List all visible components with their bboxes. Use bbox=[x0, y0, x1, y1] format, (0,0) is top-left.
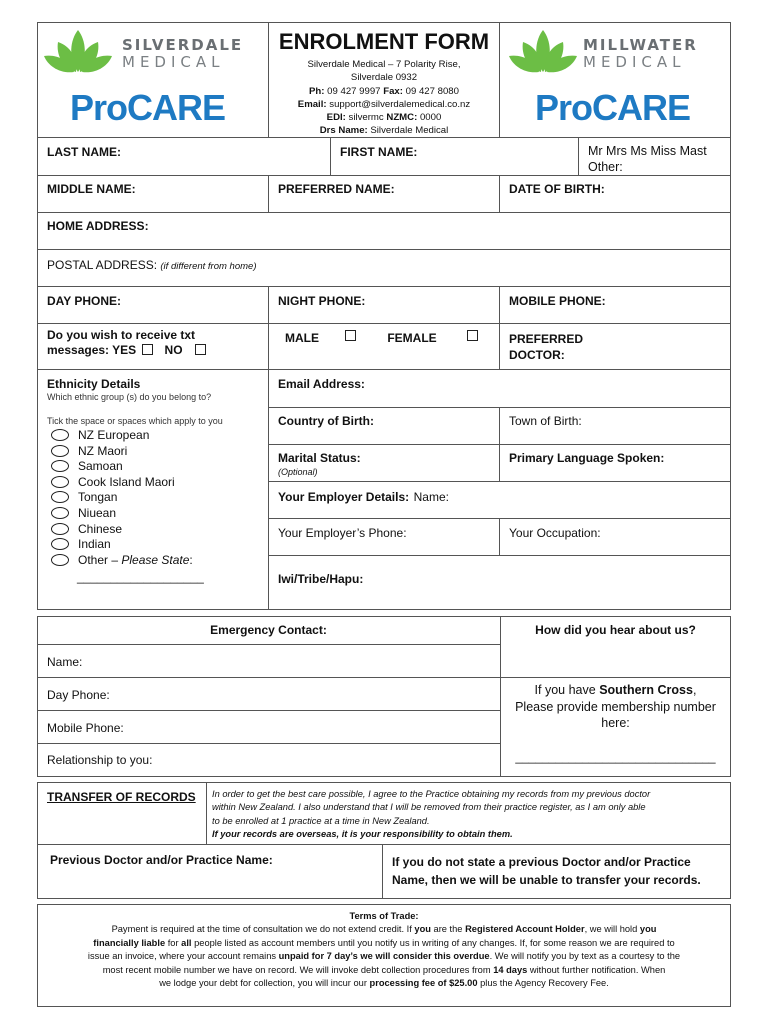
emergency-contact-title: Emergency Contact: bbox=[210, 623, 327, 637]
employer-details-field[interactable] bbox=[278, 488, 449, 506]
previous-doctor-field[interactable]: Previous Doctor and/or Practice Name: bbox=[50, 853, 273, 867]
ethnicity-radio[interactable] bbox=[51, 538, 69, 550]
col-divider bbox=[206, 782, 207, 845]
middle-name-field[interactable]: MIDDLE NAME: bbox=[47, 182, 136, 196]
silverdale-logo bbox=[42, 28, 266, 76]
other-prefix: Other – bbox=[78, 552, 119, 567]
last-name-field[interactable]: LAST NAME: bbox=[47, 145, 121, 159]
ethnicity-option-label: Tongan bbox=[78, 490, 118, 505]
terms-text-span: . We will notify you by text as a courtesy to the bbox=[489, 951, 681, 962]
ethnicity-sub2: Tick the space or spaces which apply to you bbox=[47, 416, 223, 426]
terms-bold-span: financially liable bbox=[93, 937, 166, 948]
txt-no-checkbox[interactable] bbox=[195, 344, 206, 355]
ethnicity-sub1: Which ethnic group (s) do you belong to? bbox=[47, 392, 212, 402]
warning-line2: Name, then we will be unable to transfer your records. bbox=[392, 873, 701, 887]
terms-line2 bbox=[37, 937, 731, 950]
row-divider bbox=[37, 249, 731, 250]
fax-label: Fax: bbox=[383, 85, 403, 97]
leaf-icon bbox=[507, 28, 579, 74]
row-divider bbox=[37, 212, 731, 213]
ethnicity-option-label: Niuean bbox=[78, 505, 117, 520]
ethnicity-option[interactable] bbox=[51, 444, 193, 460]
occupation-field[interactable]: Your Occupation: bbox=[509, 526, 601, 540]
nzmc-label: NZMC: bbox=[386, 112, 418, 124]
transfer-line3: to be enrolled at 1 practice at a time in New Zealand. bbox=[212, 815, 430, 826]
email-address-field[interactable]: Email Address: bbox=[278, 377, 365, 391]
col-divider bbox=[330, 138, 331, 175]
terms-bold-span: Registered Account Holder bbox=[465, 924, 585, 935]
row-divider bbox=[37, 743, 500, 744]
day-phone-field[interactable]: DAY PHONE: bbox=[47, 294, 122, 308]
phone-fax bbox=[269, 85, 499, 98]
fax-value: 09 427 8080 bbox=[405, 85, 459, 97]
terms-text-span: are the bbox=[433, 924, 463, 935]
terms-text-span: for bbox=[167, 937, 179, 948]
ethnicity-radio[interactable] bbox=[51, 491, 69, 503]
transfer-text bbox=[212, 788, 650, 841]
sc-text-a: If you have bbox=[534, 683, 596, 697]
edi-line bbox=[269, 111, 499, 124]
other-please-state: Please State bbox=[121, 552, 190, 567]
ethnicity-radio[interactable] bbox=[51, 507, 69, 519]
emergency-relationship-field[interactable]: Relationship to you: bbox=[47, 753, 153, 767]
row-divider bbox=[37, 286, 731, 287]
terms-bold-span: 14 days bbox=[493, 964, 528, 975]
terms-line4 bbox=[37, 964, 731, 977]
txt-question-messages: messages: bbox=[47, 343, 110, 357]
sc-text-b: , bbox=[692, 683, 697, 697]
transfer-title: TRANSFER OF RECORDS bbox=[47, 790, 196, 804]
ethnicity-option[interactable] bbox=[51, 459, 193, 475]
txt-no-label: NO bbox=[164, 343, 183, 357]
marital-status-field[interactable]: Marital Status: bbox=[278, 451, 361, 465]
drs-line bbox=[269, 124, 499, 137]
terms-bold-span: you bbox=[639, 924, 657, 935]
ph-value: 09 427 9997 bbox=[327, 85, 381, 97]
terms-title: Terms of Trade: bbox=[349, 911, 419, 921]
ethnicity-option-label: Cook Island Maori bbox=[78, 474, 175, 489]
postal-note: (if different from home) bbox=[160, 261, 257, 272]
membership-number-line[interactable]: ______________________________ bbox=[515, 750, 716, 764]
sc-line2: Please provide membership number bbox=[515, 699, 716, 714]
row-divider bbox=[268, 555, 731, 556]
mobile-phone-field[interactable]: MOBILE PHONE: bbox=[509, 294, 606, 308]
row-divider bbox=[37, 677, 731, 678]
terms-text bbox=[37, 910, 731, 990]
transfer-line4: If your records are overseas, it is your responsibility to obtain them. bbox=[212, 828, 513, 839]
title-options[interactable]: Mr Mrs Ms Miss Mast bbox=[588, 144, 707, 158]
millwater-logo bbox=[507, 28, 729, 76]
terms-line5 bbox=[37, 977, 731, 990]
txt-question bbox=[47, 328, 206, 358]
ethnicity-radio[interactable] bbox=[51, 523, 69, 535]
sc-line1 bbox=[500, 682, 731, 699]
title-other-field[interactable]: Other: bbox=[588, 160, 623, 174]
dob-field[interactable]: DATE OF BIRTH: bbox=[509, 182, 605, 196]
procare-logo-right: ProCARE bbox=[535, 87, 691, 128]
southern-cross-note bbox=[500, 682, 731, 732]
logo-name-line1: MILLWATER bbox=[583, 36, 698, 54]
form-title: ENROLMENT FORM bbox=[278, 29, 490, 54]
ethnicity-radio[interactable] bbox=[51, 460, 69, 472]
night-phone-field[interactable]: NIGHT PHONE: bbox=[278, 294, 366, 308]
terms-text-span: issue an invoice, where your account remains bbox=[87, 951, 277, 962]
ethnicity-option-label: NZ European bbox=[78, 428, 150, 442]
ethnicity-option[interactable] bbox=[51, 522, 193, 538]
terms-line1 bbox=[37, 923, 731, 936]
warning-line1: If you do not state a previous Doctor and/or Practice bbox=[392, 855, 691, 869]
edi-label: EDI: bbox=[326, 112, 346, 124]
terms-text-span: we lodge your debt for collection, you will incur our bbox=[159, 978, 367, 989]
ethnicity-option-label: Chinese bbox=[78, 521, 123, 536]
sc-brand: Southern Cross bbox=[599, 683, 693, 697]
logo-name-line2: MEDICAL bbox=[583, 53, 686, 71]
postal-address-field[interactable] bbox=[47, 258, 256, 272]
terms-bold-span: unpaid for 7 day’s we will consider this overdue bbox=[278, 951, 490, 962]
col-divider bbox=[499, 518, 500, 555]
female-label: FEMALE bbox=[387, 331, 437, 345]
ethnicity-option-label: Indian bbox=[78, 537, 111, 552]
row-divider bbox=[37, 710, 500, 711]
ethnicity-list bbox=[51, 428, 193, 568]
practice-contact bbox=[269, 58, 499, 138]
terms-text-span: Payment is required at the time of consultation we do not extend credit. If bbox=[111, 924, 412, 935]
logo-name-line1: SILVERDALE bbox=[122, 36, 244, 54]
col-divider bbox=[499, 407, 500, 481]
other-colon: : bbox=[189, 552, 193, 567]
row-divider bbox=[37, 644, 500, 645]
txt-yes-checkbox[interactable] bbox=[142, 344, 153, 355]
transfer-line2: within New Zealand. I also understand that I will be removed from their practice register, as I am only able bbox=[212, 802, 646, 813]
header-divider-right bbox=[499, 22, 500, 138]
preferred-doctor-field[interactable] bbox=[509, 331, 583, 363]
ethnicity-other-line[interactable]: ___________________ bbox=[77, 570, 204, 584]
col-divider bbox=[578, 138, 579, 175]
ethnicity-option-other[interactable] bbox=[51, 553, 193, 569]
gender-options bbox=[285, 330, 478, 345]
row-divider bbox=[37, 323, 731, 324]
drs-value: Silverdale Medical bbox=[370, 125, 449, 137]
drs-label: Drs Name: bbox=[319, 125, 368, 137]
transfer-line1: In order to get the best care possible, I agree to the Practice obtaining my records from my previous doctor bbox=[212, 789, 651, 799]
terms-text-span: plus the Agency Recovery Fee. bbox=[480, 978, 609, 989]
terms-bold-span: you bbox=[414, 924, 431, 935]
home-address-field[interactable]: HOME ADDRESS: bbox=[47, 219, 149, 233]
terms-text-span: most recent mobile number we have on record. We will invoke debt collection procedures from bbox=[102, 964, 491, 975]
previous-doctor-warning bbox=[392, 853, 701, 889]
col-divider bbox=[499, 175, 500, 212]
preferred-doctor-line2: DOCTOR: bbox=[509, 348, 565, 362]
sc-line3: here: bbox=[601, 716, 630, 730]
email-label: Email: bbox=[297, 98, 327, 110]
employer-label: Your Employer Details: bbox=[278, 490, 410, 504]
ethnicity-option-label: NZ Maori bbox=[78, 443, 128, 458]
email-line bbox=[269, 98, 499, 111]
logo-name-line2: MEDICAL bbox=[122, 53, 225, 71]
col-divider bbox=[382, 845, 383, 899]
town-of-birth-field[interactable]: Town of Birth: bbox=[509, 414, 582, 428]
preferred-doctor-line1: PREFERRED bbox=[509, 332, 584, 346]
iwi-field[interactable]: Iwi/Tribe/Hapu: bbox=[278, 572, 364, 586]
male-label: MALE bbox=[285, 331, 319, 345]
ethnicity-radio[interactable] bbox=[51, 476, 69, 488]
country-of-birth-field[interactable]: Country of Birth: bbox=[278, 414, 374, 428]
emergency-day-phone-field[interactable]: Day Phone: bbox=[47, 688, 110, 702]
marital-optional: (Optional) bbox=[278, 467, 318, 477]
col-divider bbox=[268, 175, 269, 212]
ethnicity-option[interactable] bbox=[51, 490, 193, 506]
txt-question-line1: Do you wish to receive txt bbox=[47, 328, 196, 342]
ph-label: Ph: bbox=[309, 85, 325, 97]
preferred-name-field[interactable]: PREFERRED NAME: bbox=[278, 182, 395, 196]
edi-value: silvermc bbox=[348, 112, 384, 124]
ethnicity-radio[interactable] bbox=[51, 429, 69, 441]
ethnicity-title: Ethnicity Details bbox=[47, 377, 141, 391]
col-divider bbox=[499, 286, 500, 370]
ethnicity-option[interactable] bbox=[51, 537, 193, 553]
procare-logo-left: ProCARE bbox=[70, 87, 226, 128]
terms-bold-span: processing fee of $25.00 bbox=[369, 978, 478, 989]
email-value: support@silverdalemedical.co.nz bbox=[329, 98, 471, 110]
employer-name-label: Name: bbox=[413, 490, 449, 504]
ethnicity-option[interactable] bbox=[51, 475, 193, 491]
terms-text-span: people listed as account members until you notify us in writing of any changes. If, for some reason we are required to bbox=[194, 937, 675, 948]
terms-line3 bbox=[37, 950, 731, 963]
terms-text-span: without further notification. When bbox=[529, 964, 666, 975]
terms-bold-span: all bbox=[181, 937, 192, 948]
hear-about-us-title[interactable]: How did you hear about us? bbox=[535, 623, 696, 637]
city: Silverdale 0932 bbox=[350, 72, 418, 84]
col-divider bbox=[268, 286, 269, 370]
ethnicity-option-label: Samoan bbox=[78, 459, 123, 474]
leaf-icon bbox=[42, 28, 114, 74]
col-divider bbox=[268, 370, 269, 610]
nzmc-value: 0000 bbox=[419, 112, 442, 124]
txt-yes-label: YES bbox=[112, 343, 137, 357]
emergency-name-field[interactable]: Name: bbox=[47, 655, 83, 669]
first-name-field[interactable]: FIRST NAME: bbox=[340, 145, 418, 159]
terms-text-span: , we will hold bbox=[584, 924, 638, 935]
male-checkbox[interactable] bbox=[345, 330, 356, 341]
ethnicity-radio[interactable] bbox=[51, 445, 69, 457]
row-divider bbox=[268, 481, 731, 482]
ethnicity-option[interactable] bbox=[51, 428, 193, 444]
primary-language-field[interactable]: Primary Language Spoken: bbox=[509, 451, 665, 465]
ethnicity-radio[interactable] bbox=[51, 554, 69, 566]
txt-question-line2 bbox=[47, 343, 206, 358]
emergency-mobile-phone-field[interactable]: Mobile Phone: bbox=[47, 721, 124, 735]
ethnicity-option[interactable] bbox=[51, 506, 193, 522]
row-divider bbox=[37, 175, 731, 176]
female-checkbox[interactable] bbox=[467, 330, 478, 341]
postal-address-label: POSTAL ADDRESS: bbox=[47, 258, 158, 272]
address: Silverdale Medical – 7 Polarity Rise, bbox=[307, 59, 461, 70]
employer-phone-field[interactable]: Your Employer’s Phone: bbox=[278, 526, 407, 540]
